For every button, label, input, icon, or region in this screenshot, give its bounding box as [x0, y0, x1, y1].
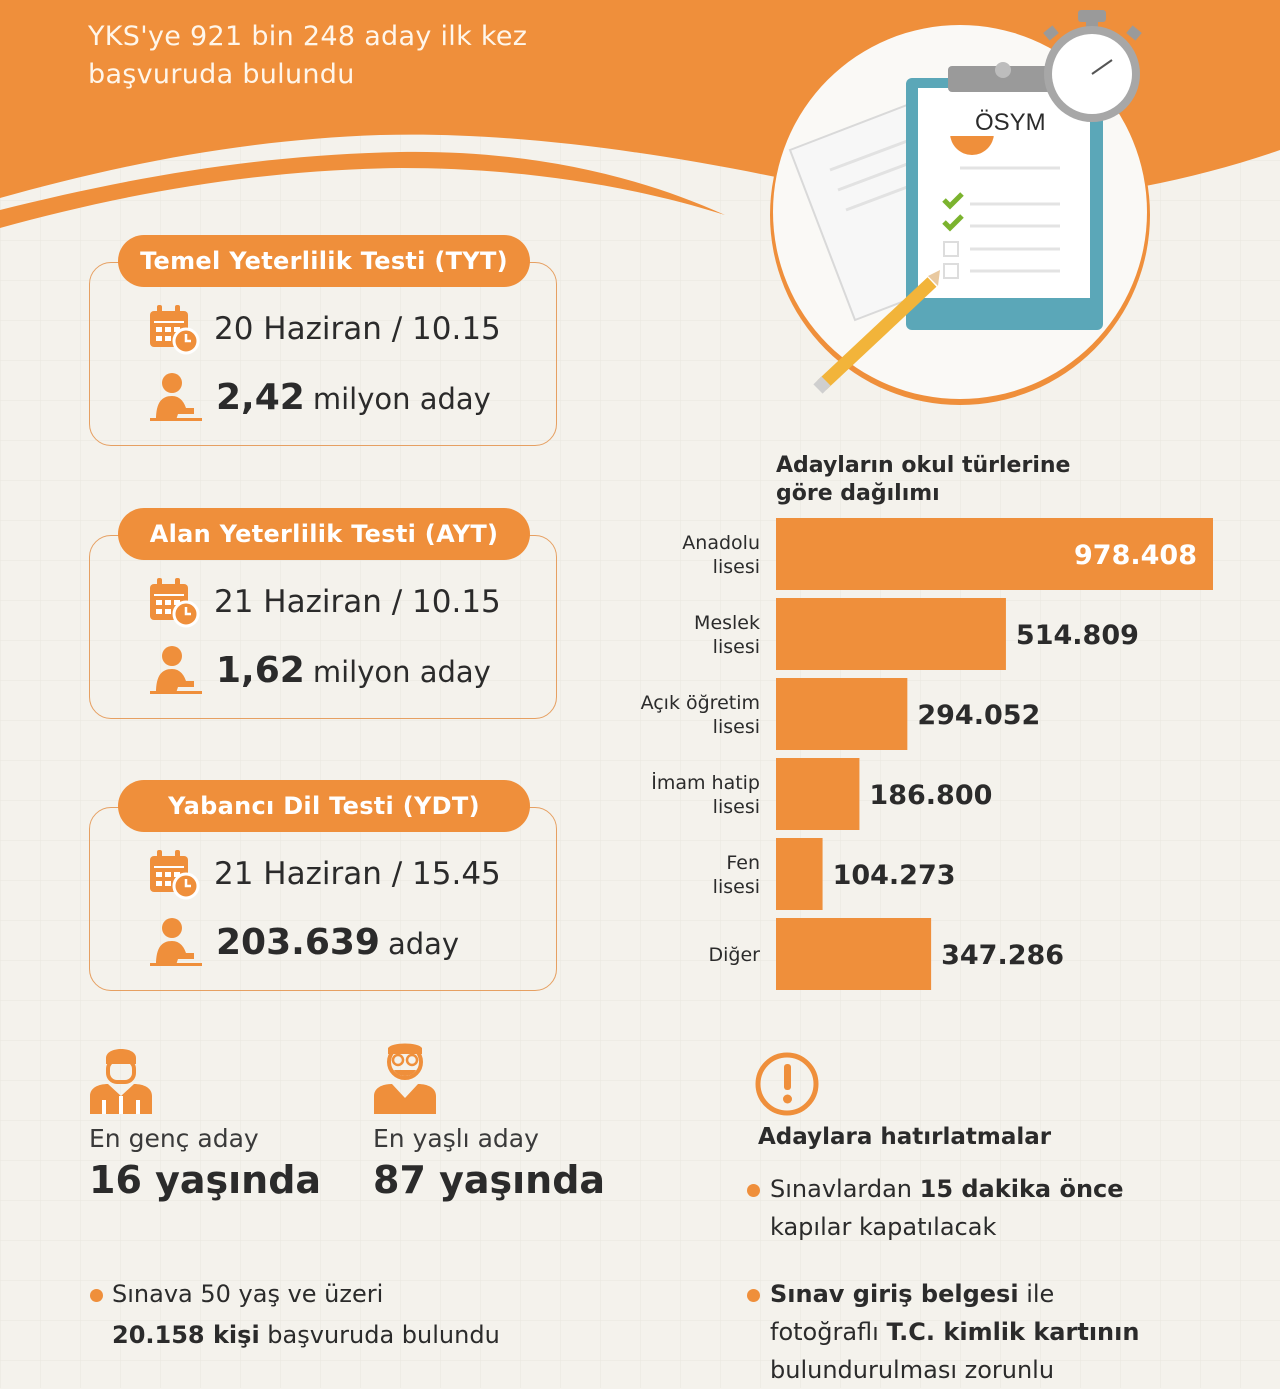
chart-title: [776, 452, 1076, 508]
bullet-dot: [747, 1289, 760, 1302]
reminder-1-bold: 15 dakika önce: [919, 1175, 1124, 1203]
stopwatch-icon: [1043, 10, 1142, 122]
ayt-unit: milyon aday: [312, 654, 491, 689]
headline: [88, 18, 608, 94]
reminder-item-2: [770, 1275, 1139, 1389]
category-label-5-0: Diğer: [708, 944, 760, 966]
youngest-label: En genç aday: [89, 1124, 259, 1153]
exam-illustration: [760, 0, 1160, 410]
ydt-count: 203.639: [216, 921, 380, 963]
writing-person-icon: [148, 372, 202, 422]
note-50plus-rest: başvuruda bulundu: [259, 1321, 500, 1349]
category-label-2-0: Açık öğretim: [640, 692, 760, 714]
bar-5: [776, 918, 931, 990]
chart-title-line-1: Adayların okul türlerine: [776, 453, 1071, 478]
bar-4: [776, 838, 823, 910]
category-label-0-0: Anadolu: [682, 532, 760, 554]
ayt-date-row: [148, 576, 501, 628]
headline-line-2: başvuruda bulundu: [88, 59, 355, 90]
writing-person-icon: [148, 917, 202, 967]
calendar-clock-icon: [148, 303, 200, 355]
bar-value-label-2: 294.052: [917, 700, 1041, 731]
osym-logo-text: ÖSYM: [975, 109, 1046, 136]
oldest-label: En yaşlı aday: [373, 1124, 539, 1153]
calendar-clock-icon: [148, 848, 200, 900]
writing-person-icon: [148, 645, 202, 695]
school-type-bar-chart: [600, 510, 1240, 1000]
category-label-3-1: lisesi: [712, 796, 760, 818]
reminder-2-bold-2: T.C. kimlik kartının: [886, 1318, 1140, 1346]
tyt-date: 20 Haziran / 10.15: [214, 311, 501, 347]
tyt-count: 2,42: [216, 376, 305, 418]
reminder-2-text-a: ile: [1018, 1280, 1055, 1308]
chart-title-line-2: göre dağılımı: [776, 481, 940, 506]
bullet-dot: [90, 1289, 103, 1302]
ydt-date-row: [148, 848, 501, 900]
bar-3: [776, 758, 859, 830]
bar-value-label-1: 514.809: [1015, 620, 1139, 651]
bullet-dot: [747, 1184, 760, 1197]
headline-line-1: YKS'ye 921 bin 248 aday ilk kez: [88, 21, 528, 52]
category-label-3-0: İmam hatip: [651, 772, 760, 794]
category-label-4-1: lisesi: [712, 876, 760, 898]
category-label-1-0: Meslek: [694, 612, 760, 634]
note-50plus: [112, 1275, 500, 1354]
reminder-item-1: [770, 1170, 1124, 1246]
bar-value-label-0: 978.408: [1074, 540, 1197, 571]
reminder-2-text-b: fotoğraflı: [770, 1318, 887, 1346]
note-50plus-line-1: Sınava 50 yaş ve üzeri: [112, 1280, 384, 1308]
category-label-0-1: lisesi: [712, 556, 760, 578]
bar-2: [776, 678, 907, 750]
tyt-title: Temel Yeterlilik Testi (TYT): [118, 235, 530, 287]
oldest-value: 87 yaşında: [373, 1158, 606, 1202]
calendar-clock-icon: [148, 576, 200, 628]
young-person-icon: [88, 1044, 154, 1114]
category-label-4-0: Fen: [726, 852, 760, 874]
reminders-title: Adaylara hatırlatmalar: [758, 1124, 1052, 1150]
reminder-1-line-2: kapılar kapatılacak: [770, 1213, 997, 1241]
tyt-date-row: [148, 303, 501, 355]
category-label-2-1: lisesi: [712, 716, 760, 738]
bar-value-label-4: 104.273: [832, 860, 956, 891]
ydt-count-row: [148, 917, 459, 967]
bar-value-label-3: 186.800: [869, 780, 993, 811]
reminder-2-bold-1: Sınav giriş belgesi: [770, 1280, 1019, 1308]
reminder-1-text-a: Sınavlardan: [770, 1175, 920, 1203]
note-50plus-count: 20.158 kişi: [112, 1321, 260, 1349]
alert-icon: [754, 1050, 822, 1118]
ydt-date: 21 Haziran / 15.45: [214, 856, 501, 892]
youngest-value: 16 yaşında: [89, 1158, 322, 1202]
elderly-person-icon: [372, 1040, 438, 1114]
bar-1: [776, 598, 1006, 670]
category-label-1-1: lisesi: [712, 636, 760, 658]
ayt-count: 1,62: [216, 649, 305, 691]
ayt-title: Alan Yeterlilik Testi (AYT): [118, 508, 530, 560]
ydt-unit: aday: [387, 926, 460, 961]
ayt-count-row: [148, 645, 491, 695]
bar-value-label-5: 347.286: [941, 940, 1065, 971]
reminder-2-line-3: bulundurulması zorunlu: [770, 1356, 1055, 1384]
ayt-date: 21 Haziran / 10.15: [214, 584, 501, 620]
tyt-unit: milyon aday: [312, 381, 491, 416]
tyt-count-row: [148, 372, 491, 422]
ydt-title: Yabancı Dil Testi (YDT): [118, 780, 530, 832]
